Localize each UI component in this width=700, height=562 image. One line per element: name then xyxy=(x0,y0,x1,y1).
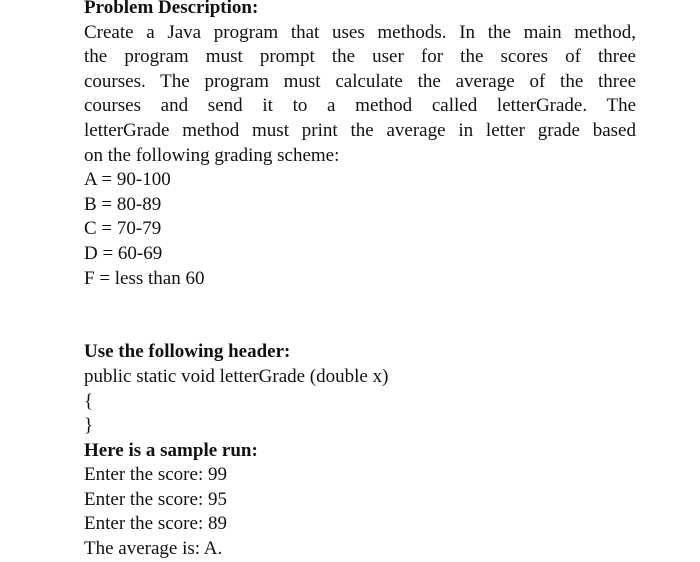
paragraph-line: courses. The program must calculate the average of the three xyxy=(84,70,636,92)
sample-run-line: Enter the score: 99 xyxy=(84,464,227,486)
sample-run-heading: Here is a sample run: xyxy=(84,439,258,461)
sample-run-line: Enter the score: 89 xyxy=(84,513,227,535)
section-spacer xyxy=(84,316,636,341)
open-brace: { xyxy=(84,390,94,412)
paragraph-line: Create a Java program that uses methods. In the main method, xyxy=(84,21,636,43)
paragraph-line: the program must prompt the user for the scores of three xyxy=(84,46,636,68)
document-body xyxy=(84,0,636,562)
grade-a-range: A = 90-100 xyxy=(84,169,171,191)
problem-heading: Problem Description: xyxy=(84,0,259,18)
sample-run-line: Enter the score: 95 xyxy=(84,488,227,510)
grade-c-range: C = 70-79 xyxy=(84,218,162,240)
paragraph-line: courses and send it to a method called letterGrade. The xyxy=(84,95,636,117)
sample-run-result: The average is: A. xyxy=(84,538,223,560)
method-signature: public static void letterGrade (double x) xyxy=(84,365,389,387)
grade-d-range: D = 60-69 xyxy=(84,242,163,264)
header-heading: Use the following header: xyxy=(84,341,291,363)
paragraph-last-line: on the following grading scheme: xyxy=(84,144,340,166)
close-brace: } xyxy=(84,415,94,437)
paragraph-line: letterGrade method must print the average in letter grade based xyxy=(84,119,636,141)
grade-b-range: B = 80-89 xyxy=(84,193,162,215)
grade-f-range: F = less than 60 xyxy=(84,267,205,289)
section-spacer xyxy=(84,291,636,316)
